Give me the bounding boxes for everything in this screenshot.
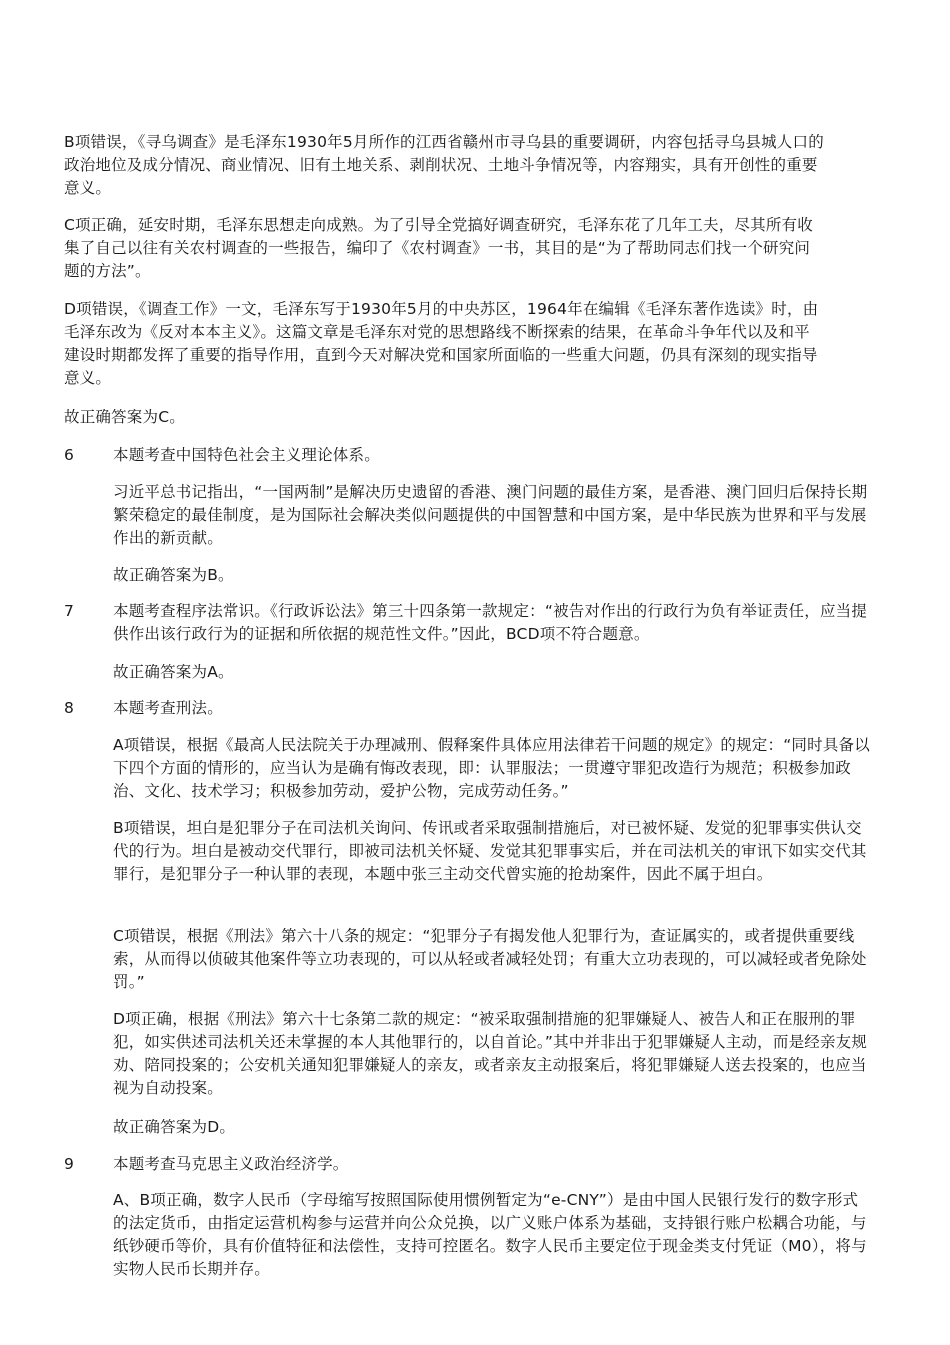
intro-c-option: C项正确，延安时期，毛泽东思想走向成熟。为了引导全党搞好调查研究，毛泽东花了几年工夫，尽其所有收集了自己以往有关农村调查的一些报告，编印了《农村调查》一书，其目的是“为了帮助同志们找一个研究问题的方法”。: [64, 216, 813, 280]
question-number-8: 8: [64, 699, 74, 717]
q8-a-option: A项错误，根据《最高人民法院关于办理减刑、假释案件具体应用法律若干问题的规定》的规定：“同时具备以下四个方面的情形的，应当认为是确有悔改表现，即：认罪服法；一贯遵守罪犯改造行为规范；积极参加政治、文化、技术学习；积极参加劳动，爱护公物，完成劳动任务。”: [113, 736, 870, 800]
q7-answer: 故正确答案为A。: [113, 663, 234, 681]
q8-c-option: C项错误，根据《刑法》第六十八条的规定：“犯罪分子有揭发他人犯罪行为，查证属实的，或者提供重要线索，从而得以侦破其他案件等立功表现的，可以从轻或者减轻处罚；有重大立功表现的，可以减轻或者免除处罚。”: [113, 927, 867, 991]
q8-d-option: D项正确，根据《刑法》第六十七条第二款的规定：“被采取强制措施的犯罪嫌疑人、被告人和正在服刑的罪犯，如实供述司法机关还未掌握的本人其他罪行的，以自首论。”其中并非出于犯罪嫌疑人主动，而是经亲友规劝、陪同投案的；公安机关通知犯罪嫌疑人的亲友，或者亲友主动报案后，将犯罪嫌疑人送去投案的，也应当视为自动投案。: [113, 1010, 868, 1097]
q8-answer: 故正确答案为D。: [113, 1118, 236, 1136]
q6-body: 习近平总书记指出，“一国两制”是解决历史遗留的香港、澳门问题的最佳方案，是香港、澳门回归后保持长期繁荣稳定的最佳制度，是为国际社会解决类似问题提供的中国智慧和中国方案，是中华民族为世界和平与发展作出的新贡献。: [113, 483, 868, 547]
q9-ab-option: A、B项正确，数字人民币（字母缩写按照国际使用惯例暂定为“e-CNY”）是由中国人民银行发行的数字形式的法定货币，由指定运营机构参与运营并向公众兑换，以广义账户体系为基础，支持银行账户松耦合功能，与纸钞硬币等价，具有价值特征和法偿性，支持可控匿名。数字人民币主要定位于现金类支付凭证（M0），将与实物人民币长期并存。: [113, 1191, 867, 1278]
question-number-9: 9: [64, 1155, 74, 1173]
q8-b-option: B项错误，坦白是犯罪分子在司法机关询问、传讯或者采取强制措施后，对已被怀疑、发觉的犯罪事实供认交代的行为。坦白是被动交代罪行，即被司法机关怀疑、发觉其犯罪事实后，并在司法机关的审讯下如实交代其罪行，是犯罪分子一种认罪的表现，本题中张三主动交代曾实施的抢劫案件，因此不属于坦白。: [113, 819, 867, 883]
q8-topic: 本题考查刑法。: [113, 699, 223, 717]
intro-b-option: B项错误，《寻乌调查》是毛泽东1930年5月所作的江西省赣州市寻乌县的重要调研，内容包括寻乌县城人口的政治地位及成分情况、商业情况、旧有土地关系、剥削状况、土地斗争情况等，内容翔实，具有开创性的重要意义。: [64, 133, 824, 197]
question-number-6: 6: [64, 446, 74, 464]
intro-d-option: D项错误，《调查工作》一文，毛泽东写于1930年5月的中央苏区，1964年在编辑《毛泽东著作选读》时，由毛泽东改为《反对本本主义》。这篇文章是毛泽东对党的思想路线不断探索的结果，在革命斗争年代以及和平建设时期都发挥了重要的指导作用，直到今天对解决党和国家所面临的一些重大问题，仍具有深刻的现实指导意义。: [64, 300, 819, 387]
q6-topic: 本题考查中国特色社会主义理论体系。: [113, 446, 380, 464]
intro-answer: 故正确答案为C。: [64, 408, 185, 426]
q9-topic: 本题考查马克思主义政治经济学。: [113, 1155, 349, 1173]
q7-topic: 本题考查程序法常识。《行政诉讼法》第三十四条第一款规定：“被告对作出的行政行为负有举证责任，应当提供作出该行政行为的证据和所依据的规范性文件。”因此，BCD项不符合题意。: [113, 602, 868, 643]
question-number-7: 7: [64, 602, 74, 620]
q6-answer: 故正确答案为B。: [113, 566, 234, 584]
